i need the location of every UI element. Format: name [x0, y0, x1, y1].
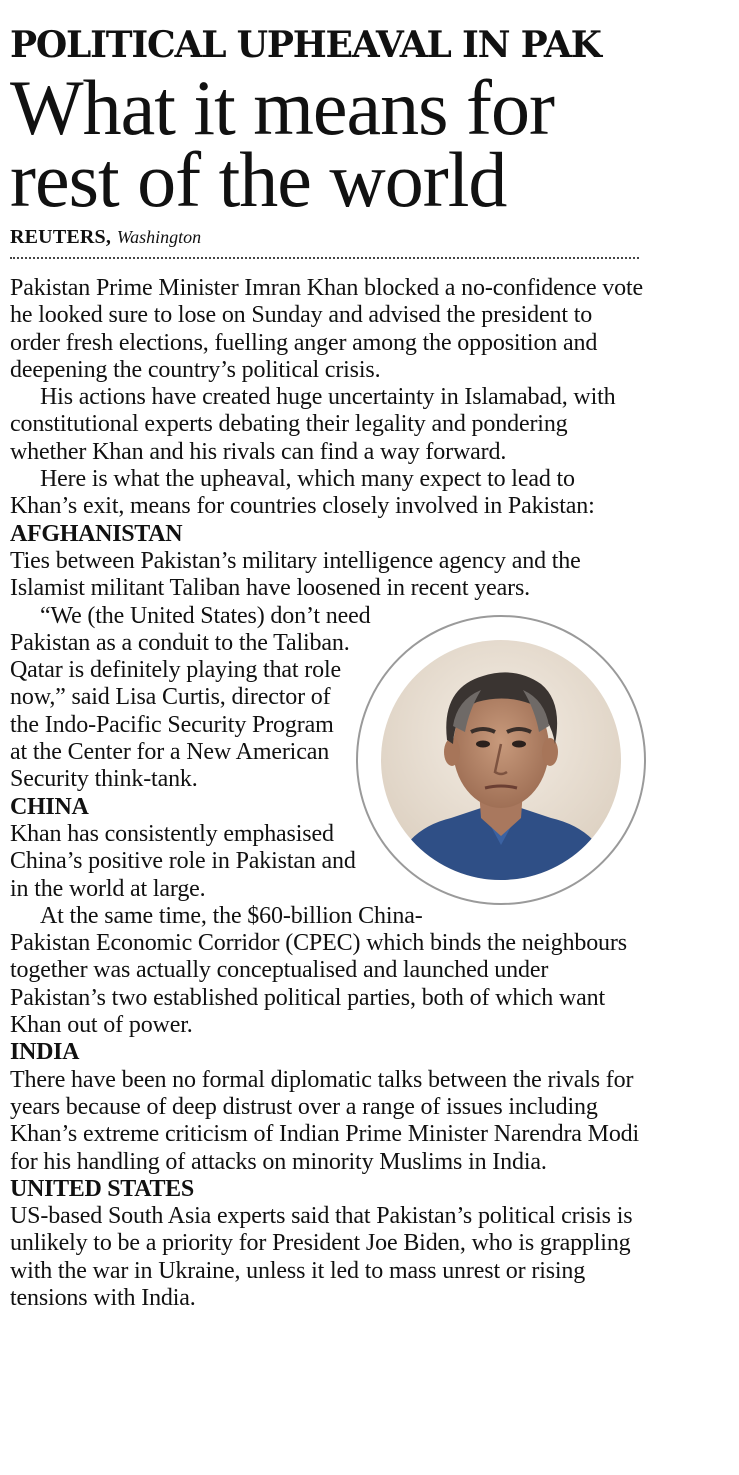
dotted-divider — [10, 257, 639, 259]
kicker: POLITICAL UPHEAVAL IN PAK — [10, 24, 601, 66]
section-heading-china: CHINA — [10, 793, 89, 820]
section-heading-afghanistan: AFGHANISTAN — [10, 520, 183, 547]
china-paragraph-1: Khan has consistently emphasised China’s positive role in Pakistan and in the world at large. — [10, 820, 356, 902]
article-body — [10, 275, 646, 1312]
india-paragraph-1: There have been no formal diplomatic talks between the rivals for years because of deep distrust over a range of issues including Khan’s extreme criticism of Indian Prime Minister Narendra Modi for his handling of attacks on minority Muslims in India. — [10, 1066, 640, 1175]
intro-paragraph-2: His actions have created huge uncertainty in Islamabad, with constitutional experts debating their legality and pondering whether Khan and his rivals can find a way forward. — [10, 384, 616, 465]
headline-line-2: rest of the world — [10, 136, 507, 223]
news-article — [10, 0, 644, 1475]
intro-paragraph-3: Here is what the upheaval, which many expect to lead to Khan’s exit, means for countries closely involved in Pakistan: — [10, 466, 595, 520]
portrait-image — [381, 640, 621, 880]
byline — [10, 225, 201, 250]
headline-line-1: What it means for — [10, 64, 554, 151]
headline — [10, 64, 650, 223]
byline-dateline: Washington — [116, 227, 202, 247]
afghanistan-paragraph-1: Ties between Pakistan’s military intelligence agency and the Islamist militant Taliban have loosened in recent years. — [10, 547, 581, 602]
united-states-paragraph-1: US-based South Asia experts said that Pakistan’s political crisis is unlikely to be a priority for President Joe Biden, who is grappling with the war in Ukraine, unless it led to mass unrest or rising tensions with India. — [10, 1203, 633, 1311]
byline-agency: REUTERS, — [10, 226, 112, 248]
intro-paragraph-1: Pakistan Prime Minister Imran Khan blocked a no-confidence vote he looked sure to lose on Sunday and advised the president to order fresh elections, fuelling anger among the opposition and deepening the country’s political crisis. — [10, 275, 644, 383]
afghanistan-paragraph-2: “We (the United States) don’t need Pakistan as a conduit to the Taliban. Qatar is definitely playing that role now,” said Lisa Curtis, director of the Indo-Pacific Security Program at the Center for a New American Security think-tank. — [10, 602, 371, 793]
section-heading-india: INDIA — [10, 1039, 80, 1066]
china-paragraph-2: At the same time, the $60-billion China-Pakistan Economic Corridor (CPEC) which binds the neighbours together was actually conceptualised and launched under Pakistan’s two established political parties, both of which want Khan out of power. — [10, 902, 627, 1039]
section-heading-united-states: UNITED STATES — [10, 1175, 194, 1202]
portrait-photo — [356, 615, 646, 905]
